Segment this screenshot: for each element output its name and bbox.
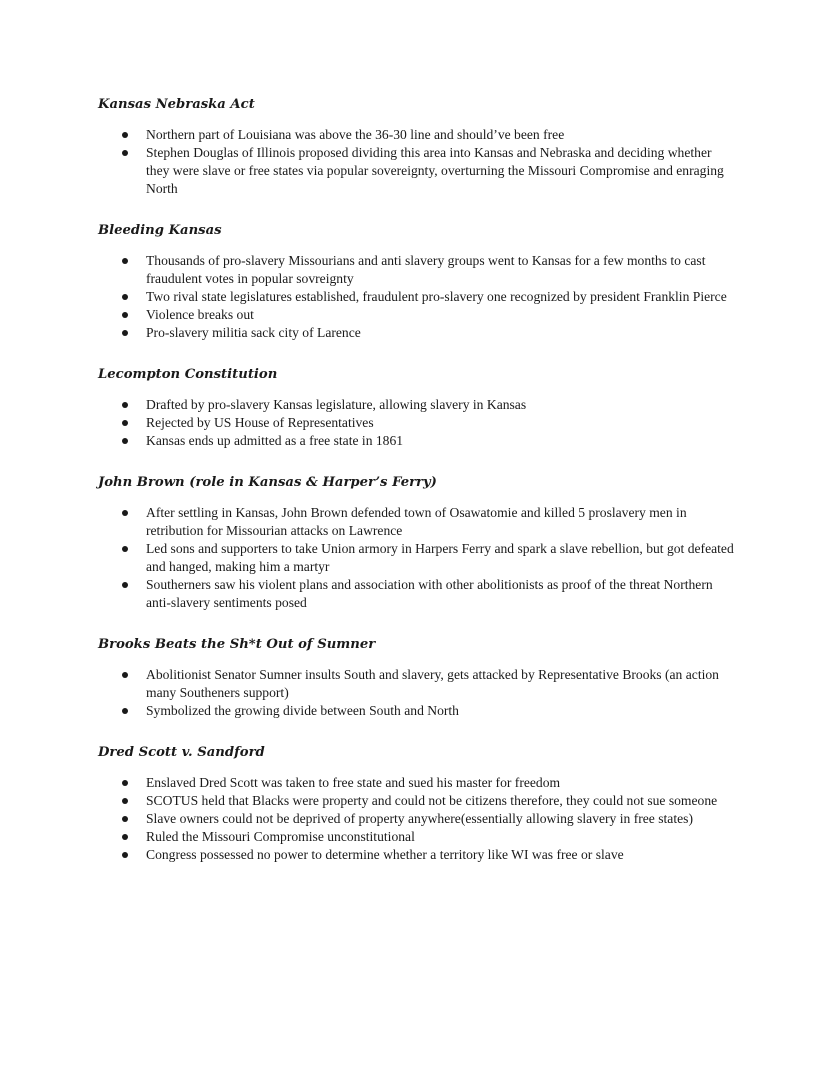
bullet-item <box>98 810 738 828</box>
bullet-item <box>98 126 738 144</box>
bullet-item <box>98 576 738 612</box>
bullet-text: Pro-slavery militia sack city of Larence <box>146 325 361 340</box>
bullet-text: Stephen Douglas of Illinois proposed dividing this area into Kansas and Nebraska and deciding whether they were slave or free states via popular sovereignty, overturning the Missouri Compromise and enraging North <box>146 145 724 196</box>
bullet-item <box>98 828 738 846</box>
bullet-list <box>98 252 738 342</box>
bullet-text: SCOTUS held that Blacks were property and could not be citizens therefore, they could not sue someone <box>146 793 718 808</box>
bullet-dot-icon <box>122 672 128 678</box>
section-lecompton-constitution <box>98 366 738 450</box>
section-dred-scott <box>98 744 738 864</box>
bullet-item <box>98 396 738 414</box>
bullet-text: Drafted by pro-slavery Kansas legislature, allowing slavery in Kansas <box>146 397 527 412</box>
bullet-text: Rejected by US House of Representatives <box>146 415 374 430</box>
section-heading: Lecompton Constitution <box>98 367 278 382</box>
bullet-dot-icon <box>122 150 128 156</box>
bullet-dot-icon <box>122 132 128 138</box>
bullet-dot-icon <box>122 510 128 516</box>
bullet-text: Enslaved Dred Scott was taken to free state and sued his master for freedom <box>146 775 561 790</box>
bullet-dot-icon <box>122 834 128 840</box>
section-heading: Bleeding Kansas <box>98 223 222 238</box>
bullet-list <box>98 504 738 612</box>
bullet-dot-icon <box>122 798 128 804</box>
bullet-text: Violence breaks out <box>146 307 254 322</box>
section-john-brown <box>98 474 738 612</box>
bullet-dot-icon <box>122 582 128 588</box>
bullet-text: Kansas ends up admitted as a free state in 1861 <box>146 433 404 448</box>
bullet-item <box>98 774 738 792</box>
bullet-list <box>98 126 738 198</box>
bullet-list <box>98 666 738 720</box>
bullet-dot-icon <box>122 312 128 318</box>
bullet-text: Southerners saw his violent plans and association with other abolitionists as proof of the threat Northern anti-slavery sentiments posed <box>146 577 713 610</box>
bullet-text: Congress possessed no power to determine whether a territory like WI was free or slave <box>146 847 624 862</box>
bullet-dot-icon <box>122 402 128 408</box>
section-heading: Dred Scott v. Sandford <box>98 745 265 760</box>
bullet-text: Two rival state legislatures established, fraudulent pro-slavery one recognized by president Franklin Pierce <box>146 289 727 304</box>
bullet-text: Northern part of Louisiana was above the 36-30 line and should’ve been free <box>146 127 565 142</box>
bullet-dot-icon <box>122 438 128 444</box>
bullet-item <box>98 288 738 306</box>
section-bleeding-kansas <box>98 222 738 342</box>
bullet-item <box>98 306 738 324</box>
section-heading: Brooks Beats the Sh*t Out of Sumner <box>98 637 376 652</box>
bullet-dot-icon <box>122 420 128 426</box>
bullet-item <box>98 702 738 720</box>
section-heading: John Brown (role in Kansas & Harper’s Ferry) <box>98 475 437 490</box>
bullet-text: Ruled the Missouri Compromise unconstitutional <box>146 829 415 844</box>
bullet-item <box>98 432 738 450</box>
bullet-item <box>98 666 738 702</box>
bullet-item <box>98 792 738 810</box>
bullet-text: Led sons and supporters to take Union armory in Harpers Ferry and spark a slave rebellion, but got defeated and hanged, making him a martyr <box>146 541 734 574</box>
section-heading: Kansas Nebraska Act <box>98 97 255 112</box>
bullet-item <box>98 252 738 288</box>
bullet-item <box>98 324 738 342</box>
bullet-text: Abolitionist Senator Sumner insults South and slavery, gets attacked by Representative Brooks (an action many Southeners support) <box>146 667 719 700</box>
document-page <box>98 96 738 864</box>
bullet-list <box>98 774 738 864</box>
bullet-text: After settling in Kansas, John Brown defended town of Osawatomie and killed 5 proslavery men in retribution for Missourian attacks on Lawrence <box>146 505 687 538</box>
bullet-item <box>98 504 738 540</box>
bullet-dot-icon <box>122 780 128 786</box>
bullet-dot-icon <box>122 546 128 552</box>
bullet-item <box>98 414 738 432</box>
bullet-item <box>98 540 738 576</box>
bullet-dot-icon <box>122 852 128 858</box>
bullet-dot-icon <box>122 816 128 822</box>
bullet-list <box>98 396 738 450</box>
bullet-dot-icon <box>122 330 128 336</box>
bullet-item <box>98 846 738 864</box>
bullet-text: Slave owners could not be deprived of property anywhere(essentially allowing slavery in free states) <box>146 811 693 826</box>
bullet-text: Symbolized the growing divide between South and North <box>146 703 459 718</box>
bullet-dot-icon <box>122 294 128 300</box>
section-kansas-nebraska-act <box>98 96 738 198</box>
section-brooks-sumner <box>98 636 738 720</box>
bullet-item <box>98 144 738 198</box>
bullet-dot-icon <box>122 708 128 714</box>
bullet-dot-icon <box>122 258 128 264</box>
bullet-text: Thousands of pro-slavery Missourians and anti slavery groups went to Kansas for a few months to cast fraudulent votes in popular sovreignty <box>146 253 706 286</box>
